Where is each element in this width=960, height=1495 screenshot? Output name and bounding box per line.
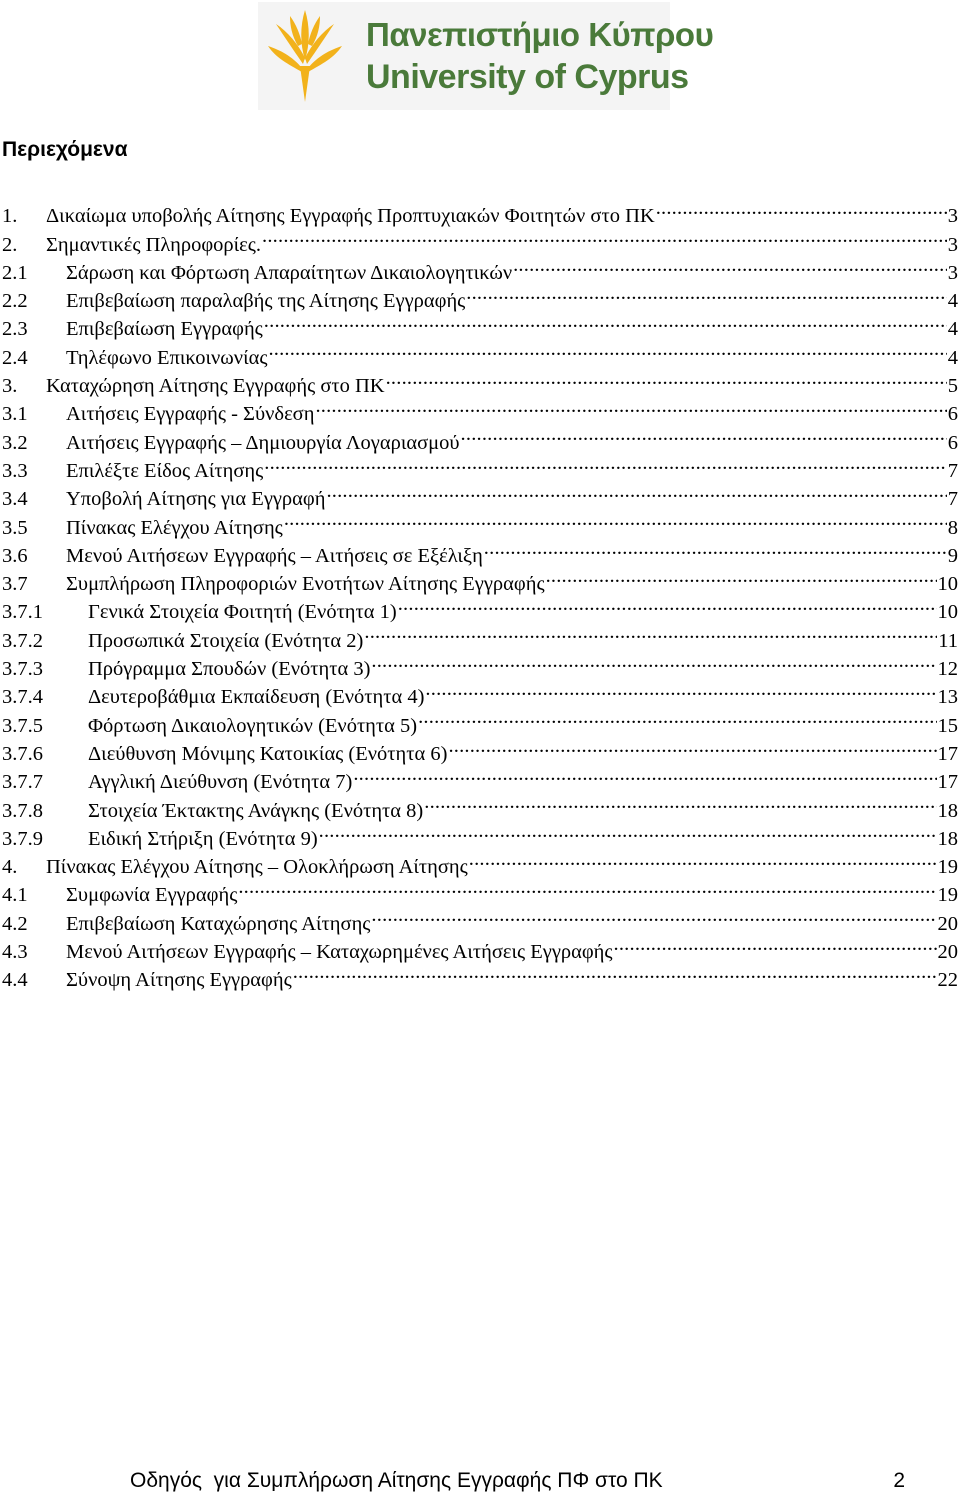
toc-entry[interactable] — [2, 505, 958, 539]
toc-entry-title[interactable]: Πίνακας Ελέγχου Αίτησης – Ολοκλήρωση Αίτησης — [46, 856, 468, 879]
toc-entry[interactable] — [2, 279, 958, 313]
toc-entry-title[interactable]: Σημαντικές Πληροφορίες. — [46, 233, 262, 256]
toc-dot-leader — [466, 279, 946, 307]
toc-entry-page[interactable]: 4 — [947, 318, 958, 341]
toc-entry[interactable] — [2, 477, 958, 511]
toc-entry[interactable] — [2, 760, 958, 794]
toc-entry-title[interactable]: Δικαίωμα υποβολής Αίτησης Εγγραφής Προπτυχιακών Φοιτητών στο ΠΚ — [46, 205, 655, 228]
toc-entry-title[interactable]: Φόρτωση Δικαιολογητικών (Ενότητα 5) — [88, 714, 418, 737]
toc-dot-leader — [326, 477, 946, 505]
toc-entry-title[interactable]: Επιλέξτε Είδος Αίτησης — [66, 459, 264, 482]
toc-entry-number: 2.4 — [2, 346, 28, 369]
toc-entry-number: 3.7.4 — [2, 686, 43, 709]
toc-entry-title[interactable]: Προσωπικά Στοιχεία (Ενότητα 2) — [88, 629, 364, 652]
toc-dot-leader — [513, 251, 947, 279]
toc-dot-leader — [364, 618, 937, 646]
toc-entry-page[interactable]: 3 — [947, 261, 958, 284]
toc-entry-title[interactable]: Σύνοψη Αίτησης Εγγραφής — [66, 969, 292, 992]
toc-entry-number: 4.1 — [2, 884, 28, 907]
toc-entry-page[interactable]: 7 — [947, 488, 958, 511]
toc-entry-title[interactable]: Επιβεβαίωση Εγγραφής — [66, 318, 263, 341]
toc-entry[interactable] — [2, 817, 958, 850]
toc-entry-page[interactable]: 4 — [947, 290, 958, 313]
toc-entry-number: 2.2 — [2, 290, 28, 313]
toc-entry-page[interactable]: 18 — [937, 799, 958, 822]
toc-dot-leader — [469, 845, 937, 873]
toc-entry-page[interactable]: 20 — [937, 941, 958, 964]
toc-entry-number: 3.7.3 — [2, 658, 43, 681]
toc-entry-page[interactable]: 10 — [937, 573, 958, 596]
toc-dot-leader — [461, 420, 947, 448]
toc-entry-number: 4.3 — [2, 941, 28, 964]
toc-entry-title[interactable]: Συμφωνία Εγγραφής — [66, 884, 238, 907]
toc-entry-number: 4.4 — [2, 969, 28, 992]
toc-entry[interactable] — [2, 364, 958, 398]
toc-entry-page[interactable]: 3 — [947, 233, 958, 256]
toc-entry-title[interactable]: Διεύθυνση Μόνιμης Κατοικίας (Ενότητα 6) — [88, 742, 448, 765]
toc-entry-title[interactable]: Αγγλική Διεύθυνση (Ενότητα 7) — [88, 771, 353, 794]
toc-dot-leader — [656, 194, 947, 222]
toc-entry[interactable] — [2, 534, 958, 567]
toc-entry-number: 3.6 — [2, 544, 28, 567]
toc-entry-number: 2. — [2, 233, 18, 256]
toc-entry-page[interactable]: 3 — [947, 205, 958, 228]
toc-entry-number: 3.7.2 — [2, 629, 43, 652]
toc-entry[interactable] — [2, 335, 958, 369]
toc-heading: Περιεχόμενα — [2, 138, 128, 161]
toc-entry-number: 3.3 — [2, 459, 28, 482]
toc-dot-leader — [268, 335, 946, 363]
toc-dot-leader — [315, 392, 946, 420]
toc-entry-page[interactable]: 20 — [937, 912, 958, 935]
page-footer — [130, 1469, 905, 1493]
toc-entry[interactable] — [2, 194, 958, 228]
toc-entry-title[interactable]: Καταχώρηση Αίτησης Εγγραφής στο ΠΚ — [46, 375, 385, 398]
footer-page-number: 2 — [893, 1469, 905, 1492]
toc-entry-title[interactable]: Συμπλήρωση Πληροφοριών Ενοτήτων Αίτησης Εγγραφής — [66, 573, 545, 596]
toc-entry-number: 3.7.8 — [2, 799, 43, 822]
toc-entry-page[interactable]: 11 — [938, 629, 958, 652]
table-of-contents — [2, 194, 958, 992]
toc-entry-title[interactable]: Ειδική Στήριξη (Ενότητα 9) — [88, 827, 318, 850]
toc-entry-title[interactable]: Σάρωση και Φόρτωση Απαραίτητων Δικαιολογητικών — [66, 261, 513, 284]
toc-entry-number: 2.1 — [2, 261, 28, 284]
toc-entry-number: 3.2 — [2, 431, 28, 454]
university-logo — [258, 2, 714, 110]
toc-entry-page[interactable]: 15 — [937, 714, 958, 737]
toc-dot-leader — [484, 534, 947, 562]
logo-name-greek: Πανεπιστήμιο Κύπρου — [366, 16, 714, 53]
toc-dot-leader — [398, 590, 937, 618]
toc-entry[interactable] — [2, 222, 958, 256]
toc-entry-number: 3.7.6 — [2, 742, 43, 765]
toc-entry-number: 3.7.7 — [2, 771, 43, 794]
toc-dot-leader — [284, 505, 947, 533]
toc-entry-title[interactable]: Δευτεροβάθμια Εκπαίδευση (Ενότητα 4) — [88, 686, 425, 709]
toc-entry-page[interactable]: 17 — [937, 771, 958, 794]
toc-entry-title[interactable]: Αιτήσεις Εγγραφής – Δημιουργία Λογαριασμού — [66, 431, 460, 454]
toc-entry-title[interactable]: Μενού Αιτήσεων Εγγραφής – Αιτήσεις σε Εξέλιξη — [66, 544, 483, 567]
toc-entry[interactable] — [2, 590, 958, 624]
toc-entry-number: 3.7.5 — [2, 714, 43, 737]
toc-entry-title[interactable]: Υποβολή Αίτησης για Εγγραφή — [66, 488, 326, 511]
toc-dot-leader — [262, 222, 947, 250]
toc-entry-page[interactable]: 19 — [937, 856, 958, 879]
toc-entry-title[interactable]: Γενικά Στοιχεία Φοιτητή (Ενότητα 1) — [88, 601, 397, 624]
toc-entry-number: 3.7 — [2, 573, 28, 596]
toc-entry-page[interactable]: 8 — [947, 516, 958, 539]
toc-entry-page[interactable]: 17 — [937, 742, 958, 765]
toc-entry[interactable] — [2, 788, 958, 822]
toc-entry-number: 3.7.1 — [2, 601, 43, 624]
toc-entry-number: 4. — [2, 856, 18, 879]
toc-dot-leader — [424, 788, 936, 816]
toc-dot-leader — [353, 760, 936, 788]
toc-entry-number: 1. — [2, 205, 18, 228]
toc-entry[interactable] — [2, 901, 958, 935]
toc-entry-page[interactable]: 9 — [947, 544, 958, 567]
toc-entry-title[interactable]: Επιβεβαίωση Καταχώρησης Αίτησης — [66, 912, 371, 935]
toc-entry[interactable] — [2, 307, 958, 341]
toc-entry-page[interactable]: 7 — [947, 459, 958, 482]
toc-entry[interactable] — [2, 420, 958, 454]
toc-entry[interactable] — [2, 647, 958, 681]
toc-entry-page[interactable]: 4 — [947, 346, 958, 369]
toc-entry-page[interactable]: 10 — [937, 601, 958, 624]
toc-entry[interactable] — [2, 845, 958, 879]
toc-entry[interactable] — [2, 958, 958, 992]
toc-entry-number: 3.7.9 — [2, 827, 43, 850]
toc-entry-title[interactable]: Πρόγραμμα Σπουδών (Ενότητα 3) — [88, 658, 371, 681]
toc-dot-leader — [425, 675, 936, 703]
toc-entry[interactable] — [2, 562, 958, 596]
toc-entry-title[interactable]: Αιτήσεις Εγγραφής - Σύνδεση — [66, 403, 315, 426]
toc-dot-leader — [371, 901, 936, 929]
toc-entry[interactable] — [2, 618, 958, 652]
toc-entry[interactable] — [2, 449, 958, 482]
toc-dot-leader — [264, 449, 946, 477]
toc-entry-page[interactable]: 12 — [937, 658, 958, 681]
toc-entry-page[interactable]: 6 — [947, 403, 958, 426]
toc-entry-number: 3. — [2, 375, 18, 398]
toc-entry-page[interactable]: 22 — [937, 969, 958, 992]
toc-entry-page[interactable]: 6 — [947, 431, 958, 454]
toc-entry-number: 3.4 — [2, 488, 28, 511]
toc-entry-title[interactable]: Μενού Αιτήσεων Εγγραφής – Καταχωρημένες Αιτήσεις Εγγραφής — [66, 941, 613, 964]
toc-entry[interactable] — [2, 732, 958, 765]
toc-dot-leader — [546, 562, 937, 590]
toc-entry-title[interactable]: Πίνακας Ελέγχου Αίτησης — [66, 516, 283, 539]
toc-entry-page[interactable]: 19 — [937, 884, 958, 907]
logo-name-english: University of Cyprus — [366, 58, 689, 96]
toc-dot-leader — [371, 647, 936, 675]
toc-entry[interactable] — [2, 703, 958, 737]
toc-dot-leader — [614, 930, 937, 958]
toc-dot-leader — [448, 732, 936, 760]
toc-dot-leader — [386, 364, 947, 392]
toc-entry-page[interactable]: 5 — [947, 375, 958, 398]
toc-entry[interactable] — [2, 675, 958, 709]
toc-entry-number: 2.3 — [2, 318, 28, 341]
toc-dot-leader — [264, 307, 947, 335]
toc-entry-number: 4.2 — [2, 912, 28, 935]
toc-dot-leader — [238, 873, 936, 901]
toc-entry[interactable] — [2, 930, 958, 964]
toc-entry-title[interactable]: Επιβεβαίωση παραλαβής της Αίτησης Εγγραφής — [66, 290, 466, 313]
footer-title: Οδηγός για Συμπλήρωση Αίτησης Εγγραφής ΠΦ στο ΠΚ — [130, 1469, 663, 1492]
toc-entry[interactable] — [2, 251, 958, 284]
toc-entry-number: 3.1 — [2, 403, 28, 426]
toc-entry-number: 3.5 — [2, 516, 28, 539]
toc-dot-leader — [319, 817, 937, 845]
toc-entry-page[interactable]: 18 — [937, 827, 958, 850]
toc-entry[interactable] — [2, 873, 958, 907]
toc-entry[interactable] — [2, 392, 958, 426]
toc-dot-leader — [418, 703, 936, 731]
cyprus-tree-emblem-icon — [262, 6, 348, 106]
toc-dot-leader — [293, 958, 937, 986]
toc-entry-title[interactable]: Τηλέφωνο Επικοινωνίας — [66, 346, 268, 369]
toc-entry-page[interactable]: 13 — [937, 686, 958, 709]
toc-entry-title[interactable]: Στοιχεία Έκτακτης Ανάγκης (Ενότητα 8) — [88, 799, 424, 822]
